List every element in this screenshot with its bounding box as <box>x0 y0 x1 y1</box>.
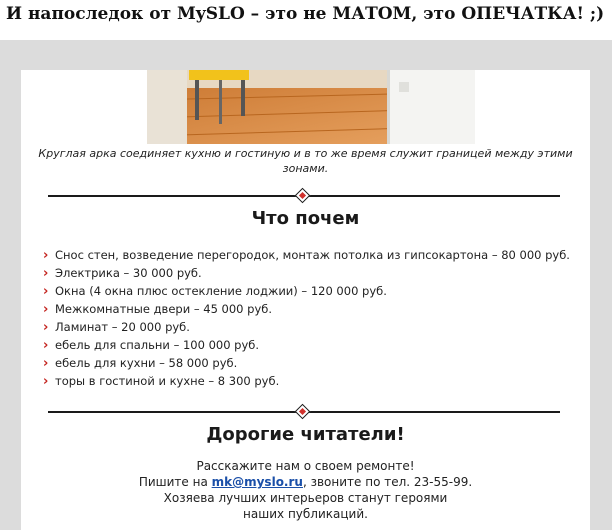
chevron-right-icon: › <box>43 248 49 263</box>
contact-prefix: Пишите на <box>138 475 212 489</box>
article-page <box>21 70 590 530</box>
article-frame <box>0 40 612 530</box>
chevron-right-icon: › <box>43 302 49 317</box>
list-item <box>43 318 570 336</box>
list-item <box>43 300 570 318</box>
readers-line: Хозяева лучших интерьеров станут героями <box>163 491 448 505</box>
readers-line: Расскажите нам о своем ремонте! <box>196 459 415 473</box>
diamond-ornament-icon <box>295 188 311 204</box>
list-item <box>43 372 570 390</box>
chevron-right-icon: › <box>43 356 49 371</box>
prices-title: Что почем <box>251 208 360 229</box>
photo-caption-line: Круглая арка соединяет кухню и гостиную и в то же время служит границей между этими <box>38 147 573 160</box>
chevron-right-icon: › <box>43 266 49 281</box>
list-item <box>43 354 570 372</box>
list-item <box>43 336 570 354</box>
chevron-right-icon: › <box>43 320 49 335</box>
list-item <box>43 246 570 264</box>
list-item-text: Электрика – 30 000 руб. <box>55 266 202 280</box>
contact-suffix: , звоните по тел. 23-55-99. <box>302 475 473 489</box>
email-link[interactable]: mk@myslo.ru <box>211 475 303 489</box>
diamond-ornament-icon <box>295 404 311 420</box>
photo-caption <box>21 146 590 176</box>
list-item-text: Межкомнатные двери – 45 000 руб. <box>55 302 272 316</box>
readers-contact-line <box>21 474 590 490</box>
list-item-text: ебель для спальни – 100 000 руб. <box>55 338 260 352</box>
kitchen-photo <box>147 70 475 144</box>
list-item-text: торы в гостиной и кухне – 8 300 руб. <box>55 374 280 388</box>
chevron-right-icon: › <box>43 338 49 353</box>
list-item-text: Окна (4 окна плюс остекление лоджии) – 120 000 руб. <box>55 284 387 298</box>
section-divider <box>48 406 560 418</box>
chevron-right-icon: › <box>43 284 49 299</box>
readers-appeal <box>21 458 590 522</box>
chevron-right-icon: › <box>43 374 49 389</box>
list-item-text: Снос стен, возведение перегородок, монтаж потолка из гипсокартона – 80 000 руб. <box>55 248 570 262</box>
readers-title: Дорогие читатели! <box>206 424 405 445</box>
list-item-text: ебель для кухни – 58 000 руб. <box>55 356 238 370</box>
price-list <box>43 246 570 390</box>
readers-line: наших публикаций. <box>243 507 368 521</box>
list-item-text: Ламинат – 20 000 руб. <box>55 320 190 334</box>
photo-caption-line: зонами. <box>282 162 329 175</box>
list-item <box>43 264 570 282</box>
list-item <box>43 282 570 300</box>
section-divider <box>48 190 560 202</box>
page-caption: И напоследок от MySLO – это не МАТОМ, это ОПЕЧАТКА! ;) <box>6 4 605 24</box>
